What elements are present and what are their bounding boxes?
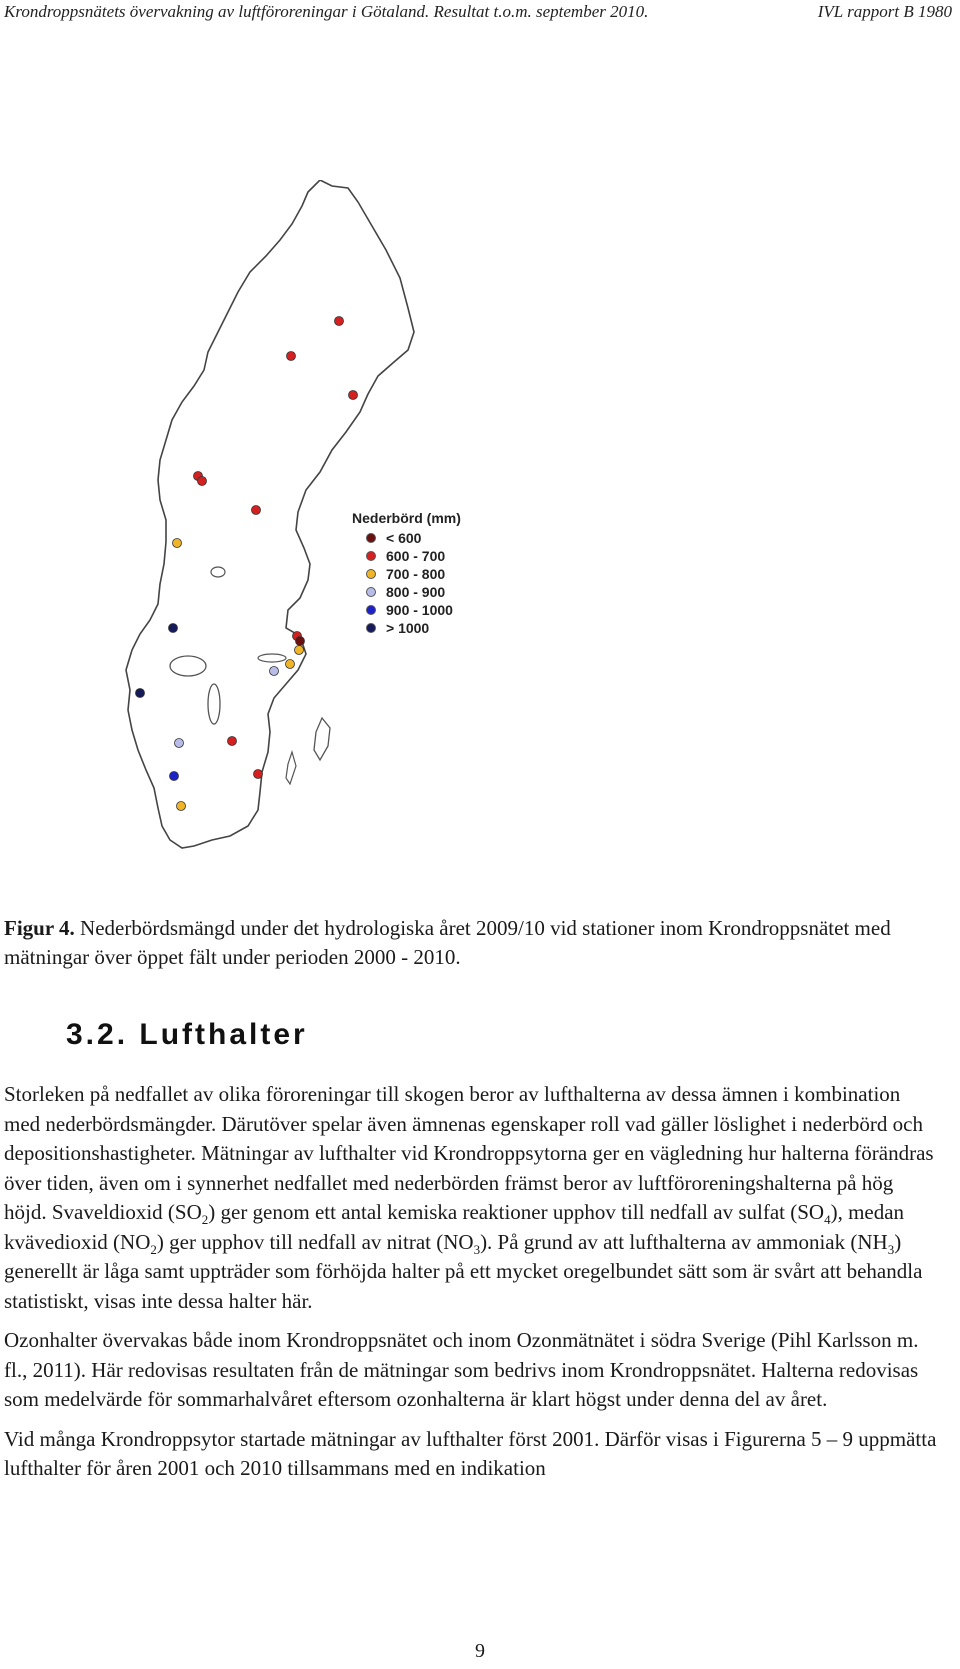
legend-label: 800 - 900 bbox=[386, 584, 446, 600]
legend-item bbox=[352, 565, 461, 583]
station-marker bbox=[270, 667, 279, 676]
legend-item bbox=[352, 619, 461, 637]
legend-swatch bbox=[366, 569, 376, 579]
station-marker bbox=[198, 477, 207, 486]
station-marker bbox=[286, 660, 295, 669]
station-marker bbox=[228, 737, 237, 746]
paragraph: Ozonhalter övervakas både inom Krondroppsnätet och inom Ozonmätnätet i södra Sverige (Pihl Karlsson m. fl., 2011). Här redovisas resultaten från de mätningar som bedrivs inom Krondroppsnätet. Halterna redovisas som medelvärde för sommarhalvåret eftersom ozonhalterna är klart högst under denna del av året. bbox=[4, 1328, 919, 1411]
lake-vanern bbox=[170, 656, 206, 676]
lake-siljan bbox=[211, 567, 225, 577]
legend-label: 600 - 700 bbox=[386, 548, 446, 564]
text-run: ) ger upphov till nedfall av nitrat (NO bbox=[156, 1229, 474, 1254]
map-legend bbox=[352, 510, 461, 637]
header-report-number: IVL rapport B 1980 bbox=[817, 2, 952, 21]
legend-label: < 600 bbox=[386, 530, 422, 546]
station-marker bbox=[287, 352, 296, 361]
subscript: 3 bbox=[473, 1241, 481, 1257]
subscript: 4 bbox=[824, 1212, 831, 1228]
station-marker bbox=[335, 317, 344, 326]
subscript: 2 bbox=[150, 1241, 157, 1257]
station-marker bbox=[173, 539, 182, 548]
lake-vattern bbox=[208, 684, 220, 724]
station-marker bbox=[295, 646, 304, 655]
text-run: Storleken på nedfallet av olika föroreningar till skogen beror av lufthalterna av dessa ämnen i kombination med nederbördsmängder. Därutöver spelar även ämnenas egenskaper roll vad gäller löslighet i nederbörd och depositionshastigheter. Mätningar av lufthalter vid Krondroppsytorna ger en vägledning hur halterna förändras över tiden, även om i synnerhet nedfallet med nederbörden främst beror av luftföroreningshalterna på hög höjd. Svaveldioxid (SO bbox=[4, 1082, 934, 1224]
text-run: ) ger genom ett antal kemiska reaktioner upphov till nedfall av sulfat (SO bbox=[208, 1200, 825, 1224]
section-heading: 3.2. Lufthalter bbox=[66, 1018, 308, 1051]
legend-item bbox=[352, 601, 461, 619]
station-marker bbox=[252, 506, 261, 515]
body-text bbox=[4, 1080, 939, 1494]
station-marker bbox=[170, 772, 179, 781]
station-marker bbox=[136, 689, 145, 698]
station-marker bbox=[175, 739, 184, 748]
legend-swatch bbox=[366, 533, 376, 543]
station-marker bbox=[296, 637, 305, 646]
legend-swatch bbox=[366, 551, 376, 561]
station-marker bbox=[177, 802, 186, 811]
station-marker bbox=[169, 624, 178, 633]
figure-label: Figur 4. bbox=[4, 916, 75, 940]
page-header bbox=[4, 2, 952, 24]
legend-swatch bbox=[366, 605, 376, 615]
paragraph: Vid många Krondroppsytor startade mätningar av lufthalter först 2001. Därför visas i Figurerna 5 – 9 uppmätta lufthalter för åren 2001 och 2010 tillsammans med en indikation bbox=[4, 1426, 937, 1480]
subscript: 2 bbox=[201, 1212, 209, 1228]
figure-caption bbox=[4, 914, 924, 972]
legend-item bbox=[352, 583, 461, 601]
text-run: ). På grund av att lufthalterna av ammoniak (NH bbox=[480, 1229, 888, 1254]
header-report-title: Krondroppsnätets övervakning av luftföroreningar i Götaland. Resultat t.o.m. september 2010. bbox=[4, 2, 649, 21]
subscript: 3 bbox=[887, 1241, 895, 1257]
legend-item bbox=[352, 547, 461, 565]
paragraph bbox=[4, 1080, 939, 1316]
lake-malaren bbox=[258, 654, 286, 662]
legend-swatch bbox=[366, 587, 376, 597]
legend-label: 700 - 800 bbox=[386, 566, 446, 582]
station-marker bbox=[349, 391, 358, 400]
legend-swatch bbox=[366, 623, 376, 633]
station-marker bbox=[254, 770, 263, 779]
text-run: ), medan kvävedioxid (NO bbox=[4, 1200, 905, 1254]
island-oland bbox=[286, 752, 296, 784]
figure-caption-text: Nederbördsmängd under det hydrologiska året 2009/10 vid stationer inom Krondroppsnätet med mätningar över öppet fält under perioden 2000 - 2010. bbox=[4, 916, 891, 969]
legend-item bbox=[352, 529, 461, 547]
text-run: ) generellt är låga samt uppträder som förhöjda halter på ett mycket oregelbundet sätt som är svårt att behandla statistiskt, visas inte dessa halter här. bbox=[4, 1229, 923, 1313]
legend-title: Nederbörd (mm) bbox=[352, 510, 461, 526]
island-gotland bbox=[314, 718, 330, 760]
legend-label: > 1000 bbox=[386, 620, 430, 636]
page-number: 9 bbox=[475, 1640, 485, 1662]
legend-label: 900 - 1000 bbox=[386, 602, 453, 618]
